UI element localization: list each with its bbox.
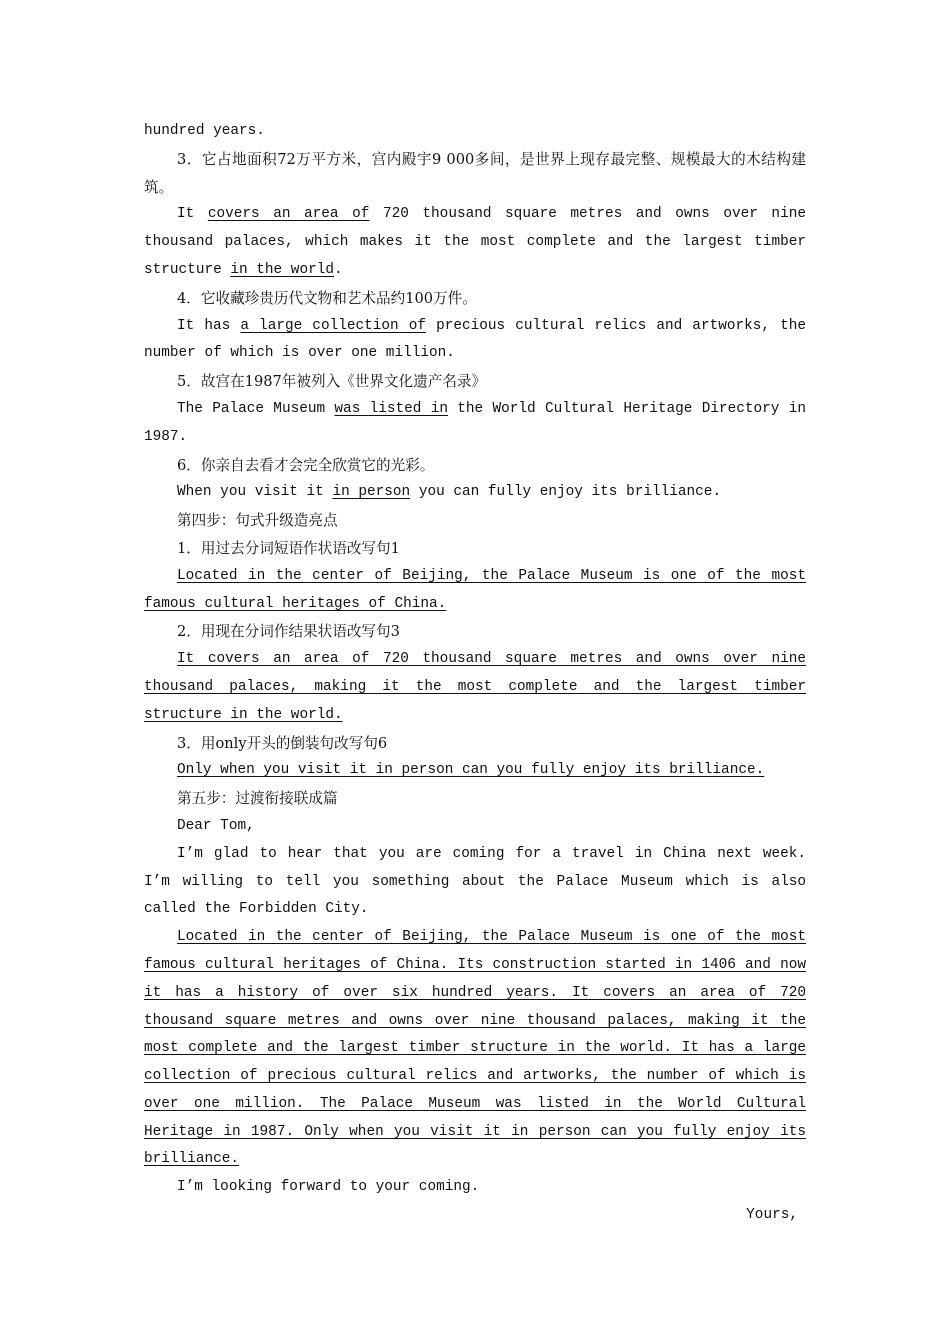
step-four-heading: 第四步：句式升级造亮点 (177, 512, 338, 530)
english-sentence-5 (144, 396, 806, 452)
chinese-sentence-4: 4．它收藏珍贵历代文物和艺术品约100万件。 (177, 289, 477, 307)
instruction-2: 2．用现在分词作结果状语改写句3 (177, 623, 400, 641)
rewrite-answer-3 (144, 757, 806, 785)
chinese-sentence-6: 6．你亲自去看才会完全欣赏它的光彩。 (177, 456, 435, 474)
underlined-phrase: in the world (230, 261, 334, 278)
text-span: 720 thousand square metres and owns over nine thousand palaces, which makes it the most complete and the largest timber structure (144, 206, 806, 278)
letter-salutation: Dear Tom, (177, 817, 255, 834)
text-span: you can fully enjoy its brilliance. (410, 484, 722, 501)
english-sentence-4 (144, 313, 806, 369)
text-span: It (177, 206, 208, 223)
step-five-heading: 第五步：过渡衔接联成篇 (177, 790, 338, 808)
document-page (144, 118, 806, 1230)
underlined-phrase: a large collection of (240, 317, 427, 334)
chinese-sentence-5: 5．故宫在1987年被列入《世界文化遗产名录》 (177, 373, 487, 391)
underlined-answer: Located in the center of Beijing, the Palace Museum is one of the most famous cultural heritages of China. Its construction started in 1406 and now it has a history of over six hundred years. It covers an area of 720 thousand square metres and owns over nine thousand palaces, making it the most complete and the largest timber structure in the world. It has a large collection of precious cultural relics and artworks, the number of which is over one million. The Palace Museum was listed in the World Cultural Heritage in 1987. Only when you visit it in person can you fully enjoy its brilliance. (144, 929, 806, 1168)
text-span: The Palace Museum (177, 400, 335, 417)
text-line: hundred years. (144, 123, 265, 139)
underlined-phrase: covers an area of (207, 206, 370, 223)
rewrite-answer-1 (144, 563, 806, 619)
text-span: the World Cultural Heritage Directory in 1987. (144, 400, 806, 445)
instruction-1: 1．用过去分词短语作状语改写句1 (177, 539, 400, 557)
underlined-answer: It covers an area of 720 thousand square metres and owns over nine thousand palaces, making it the most complete and the largest timber structure in the world. (144, 651, 806, 723)
instruction-3: 3．用only开头的倒装句改写句6 (177, 734, 388, 752)
underlined-answer: Only when you visit it in person can you fully enjoy its brilliance. (177, 762, 765, 779)
letter-signoff: Yours, (746, 1207, 798, 1224)
english-sentence-6 (144, 479, 806, 507)
english-sentence-3 (144, 201, 806, 284)
letter-body (144, 924, 806, 1174)
rewrite-answer-2 (144, 646, 806, 729)
underlined-answer: Located in the center of Beijing, the Palace Museum is one of the most famous cultural heritages of China. (144, 567, 806, 612)
chinese-sentence-3: 3．它占地面积72万平方米，宫内殿宇9 000多间，是世界上现存最完整、规模最大的木结构建筑。 (144, 150, 806, 196)
text-span: . (334, 261, 343, 278)
text-span: When you visit it (177, 484, 333, 501)
letter-closing: I’m looking forward to your coming. (177, 1179, 480, 1196)
text-span: It has (177, 317, 241, 334)
underlined-phrase: was listed in (334, 400, 448, 417)
letter-intro: I’m glad to hear that you are coming for a travel in China next week. I’m willing to tell you something about the Palace Museum which is also called the Forbidden City. (144, 845, 806, 918)
underlined-phrase: in person (332, 484, 411, 501)
text-span: precious cultural relics and artworks, the number of which is over one million. (144, 317, 807, 362)
